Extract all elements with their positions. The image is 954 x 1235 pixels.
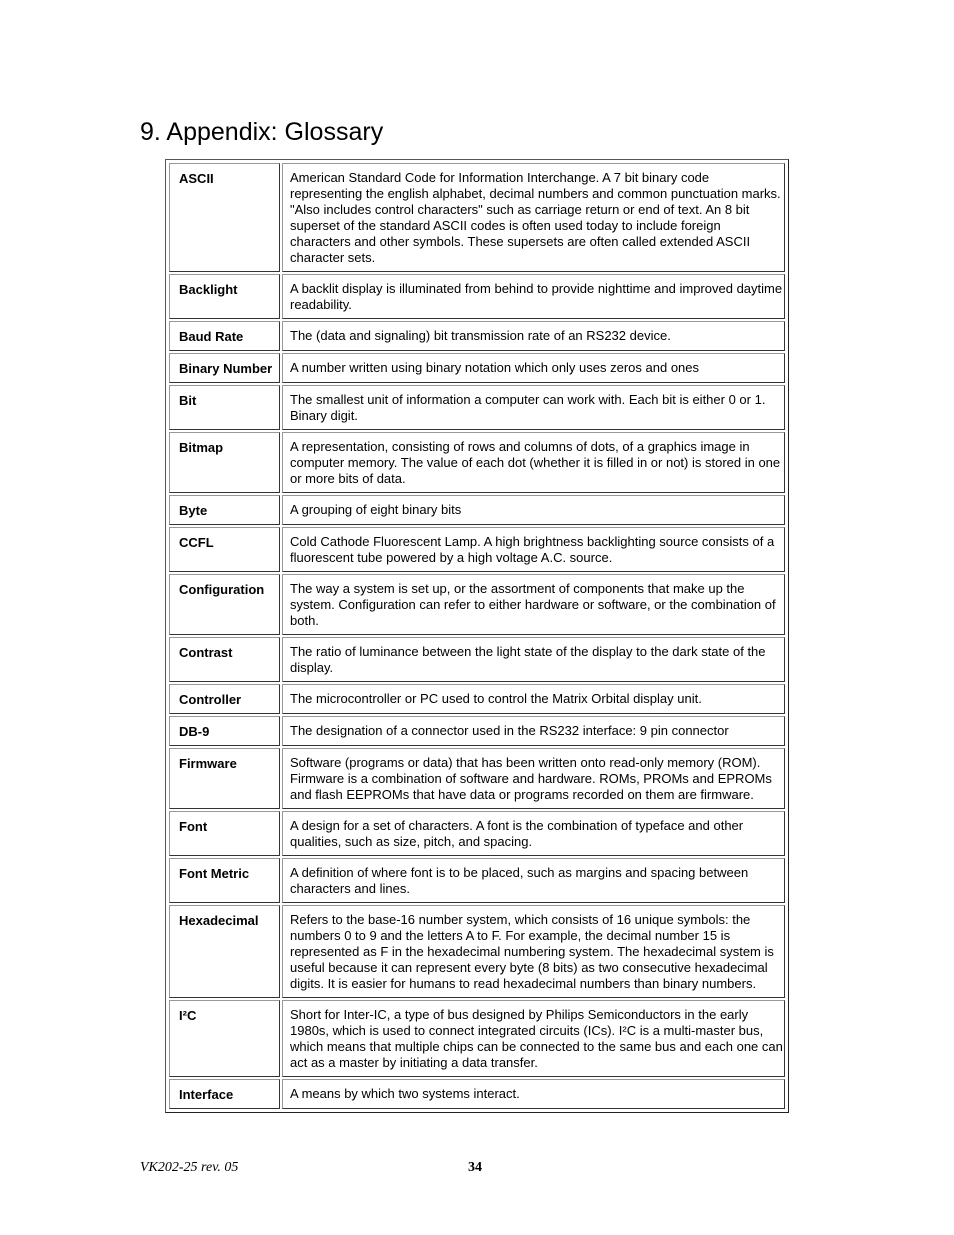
glossary-definition: The way a system is set up, or the assortment of components that make up the system. Configuration can refer to either hardware or software, or the combination of both. bbox=[282, 574, 785, 635]
glossary-definition: The microcontroller or PC used to control the Matrix Orbital display unit. bbox=[282, 684, 785, 714]
glossary-table bbox=[167, 161, 787, 1111]
glossary-row bbox=[169, 353, 785, 383]
glossary-definition: The ratio of luminance between the light state of the display to the dark state of the display. bbox=[282, 637, 785, 682]
glossary-row bbox=[169, 527, 785, 572]
glossary-definition: A representation, consisting of rows and columns of dots, of a graphics image in computer memory. The value of each dot (whether it is filled in or not) is stored in one or more bits of data. bbox=[282, 432, 785, 493]
glossary-definition: A design for a set of characters. A font is the combination of typeface and other qualities, such as size, pitch, and spacing. bbox=[282, 811, 785, 856]
glossary-term: Font Metric bbox=[169, 858, 280, 903]
glossary-row bbox=[169, 858, 785, 903]
glossary-row bbox=[169, 716, 785, 746]
glossary-term: Baud Rate bbox=[169, 321, 280, 351]
glossary-row bbox=[169, 574, 785, 635]
glossary-definition: A definition of where font is to be placed, such as margins and spacing between characters and lines. bbox=[282, 858, 785, 903]
glossary-definition: American Standard Code for Information Interchange. A 7 bit binary code representing the english alphabet, decimal numbers and common punctuation marks. "Also includes control characters" such as carriage return or end of text. An 8 bit superset of the standard ASCII codes is often used today to include foreign characters and other symbols. These supersets are often called extended ASCII character sets. bbox=[282, 163, 785, 272]
glossary-term: DB-9 bbox=[169, 716, 280, 746]
glossary-row bbox=[169, 385, 785, 430]
glossary-row bbox=[169, 495, 785, 525]
glossary-term: Font bbox=[169, 811, 280, 856]
glossary-row bbox=[169, 905, 785, 998]
glossary-term: Hexadecimal bbox=[169, 905, 280, 998]
footer-document-revision: VK202-25 rev. 05 bbox=[140, 1160, 239, 1175]
glossary-term: Interface bbox=[169, 1079, 280, 1109]
glossary-term: Backlight bbox=[169, 274, 280, 319]
glossary-body bbox=[169, 163, 785, 1109]
glossary-row bbox=[169, 274, 785, 319]
glossary-definition: Short for Inter-IC, a type of bus designed by Philips Semiconductors in the early 1980s, which is used to connect integrated circuits (ICs). I²C is a multi-master bus, which means that multiple chips can be connected to the same bus and each one can act as a master by initiating a data transfer. bbox=[282, 1000, 785, 1077]
glossary-term: ASCII bbox=[169, 163, 280, 272]
page-title: 9. Appendix: Glossary bbox=[140, 118, 384, 146]
glossary-definition: A means by which two systems interact. bbox=[282, 1079, 785, 1109]
glossary-definition: Software (programs or data) that has been written onto read-only memory (ROM). Firmware is a combination of software and hardware. ROMs, PROMs and EPROMs and flash EEPROMs that have data or programs recorded on them are firmware. bbox=[282, 748, 785, 809]
glossary-row bbox=[169, 1079, 785, 1109]
glossary-definition: The smallest unit of information a computer can work with. Each bit is either 0 or 1. Binary digit. bbox=[282, 385, 785, 430]
glossary-term: I²C bbox=[169, 1000, 280, 1077]
glossary-definition: The designation of a connector used in the RS232 interface: 9 pin connector bbox=[282, 716, 785, 746]
glossary-term: Bitmap bbox=[169, 432, 280, 493]
glossary-term: Contrast bbox=[169, 637, 280, 682]
glossary-definition: A number written using binary notation which only uses zeros and ones bbox=[282, 353, 785, 383]
footer-page-number: 34 bbox=[468, 1160, 482, 1175]
glossary-definition: Cold Cathode Fluorescent Lamp. A high brightness backlighting source consists of a fluorescent tube powered by a high voltage A.C. source. bbox=[282, 527, 785, 572]
glossary-row bbox=[169, 432, 785, 493]
glossary-term: Controller bbox=[169, 684, 280, 714]
glossary-row bbox=[169, 321, 785, 351]
glossary-definition: The (data and signaling) bit transmission rate of an RS232 device. bbox=[282, 321, 785, 351]
glossary-term: Configuration bbox=[169, 574, 280, 635]
glossary-row bbox=[169, 748, 785, 809]
glossary-term: Firmware bbox=[169, 748, 280, 809]
glossary-definition: Refers to the base-16 number system, which consists of 16 unique symbols: the numbers 0 to 9 and the letters A to F. For example, the decimal number 15 is represented as F in the hexadecimal numbering system. The hexadecimal system is useful because it can represent every byte (8 bits) as two consecutive hexadecimal digits. It is easier for humans to read hexadecimal numbers than binary numbers. bbox=[282, 905, 785, 998]
glossary-definition: A backlit display is illuminated from behind to provide nighttime and improved daytime readability. bbox=[282, 274, 785, 319]
glossary-table-frame bbox=[165, 159, 789, 1113]
glossary-row bbox=[169, 637, 785, 682]
glossary-term: Bit bbox=[169, 385, 280, 430]
glossary-row bbox=[169, 163, 785, 272]
glossary-definition: A grouping of eight binary bits bbox=[282, 495, 785, 525]
glossary-term: CCFL bbox=[169, 527, 280, 572]
glossary-row bbox=[169, 684, 785, 714]
glossary-term: Byte bbox=[169, 495, 280, 525]
glossary-term: Binary Number bbox=[169, 353, 280, 383]
glossary-row bbox=[169, 811, 785, 856]
glossary-row bbox=[169, 1000, 785, 1077]
